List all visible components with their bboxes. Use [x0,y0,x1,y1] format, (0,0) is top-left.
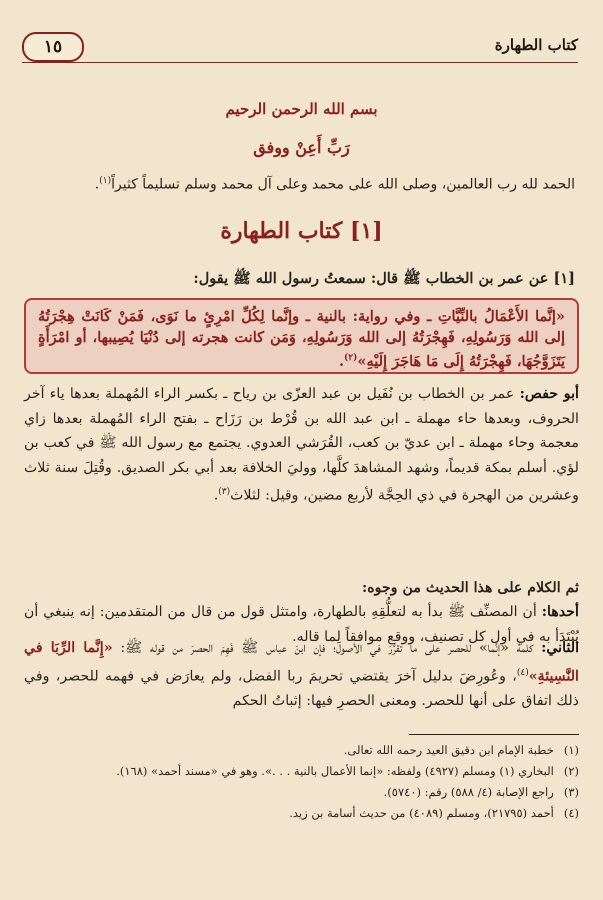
footnotes [24,740,579,824]
opening-praise: الحمد لله رب العالمين، وصلى الله على محمد وعلى آل محمد وسلم تسليماً كثيراً$^{(١)}$. [94,176,575,193]
footnote-item [24,782,579,803]
footnote-item [24,803,579,824]
footnote-text: راجع الإصابة (٤/ ٥٨٨) رقم: (٥٧٤٠). [383,785,554,799]
hadith-text-box: «إنَّما الأَعْمَالُ بالنِّيَّاتِ ـ وفي رواية: بالنية ـ وإنَّما لِكُلِّ امْرِئٍ ما نَوَى، فَمَنْ كَانَتْ هِجْرَتُهُ إلى الله وَرَسُولِهِ، فَهِجْرَتُهُ إلى الله وَرَسُولِهِ، وَمَن كانت هجرته إلى دُنْيَا يُصِيبها، أو امْرَأَةٍ يَتَزَوَّجُهَا، فَهِجْرَتُهُ إِلَى مَا هَاجَرَ إِلَيْهِ»$^{(٢)}$. [24,298,579,374]
footnote-ref-3: (٣) [218,487,231,497]
chapter-title: [١] كتاب الطهارة [220,218,383,244]
point-two-text-a: كلمة «إنَّما» للحصر على ما تقرَّرَ في الأصول؛ فإن ابنَ عباس ﷺ فَهِمَ الحصرَ من قوله ﷺ: [120,640,534,656]
footnote-ref-2: (٢) [344,353,358,363]
point-two [24,636,579,713]
footnote-number: (٢) [563,764,579,778]
basmala: بسم الله الرحمن الرحيم [225,100,378,118]
narrator-bio-text: عمر بن الخطاب بن نُفَيل بن عبد العزّى بن رياح ـ بكسر الراء المُهملة بعدها ياء آخر الحروف، وبعدها حاء مهملة ـ ابن عبد الله بن قُرْط بن رَزَاح ـ بفتح الراء المُهملة بعدها زاي معجمة وحاء مهملة ـ ابن عديّ بن كعب، القُرَشي العدوي. يجتمع مع رسول الله ﷺ في كعب بن لؤي. أسلم بمكة قديماً، وشهد المشاهدَ كلَّها، ووليَ الخلافة بعد أبي بكر الصديق. وقُتِلَ سنة ثلاث وعشرين من الهجرة في ذي الحِجَّة لأربع مضين، وقيل: لثلاث [24,386,579,504]
page-number: ١٥ [22,32,84,62]
footnote-separator [409,734,579,735]
footnote-text: أحمد (٢١٧٩٥)، ومسلم (٤٠٨٩) من حديث أسامة بن زيد. [289,806,554,820]
point-one-text: أن المصنِّف ﷺ بدأ به لتعلُّقِهِ بالطهارة، وامتثل قول من قال من المتقدمين: إنه ينبغي أن يُبْتَدَأ به في أول كل تصنيف، ووقع موافقاً لِما قاله. [24,604,579,645]
footnote-number: (١) [563,743,579,757]
hadith-intro: [١] عن عمر بن الخطاب ﷺ قال: سمعتُ رسول الله ﷺ يقول: [193,270,575,287]
footnote-text: خطبة الإمام ابن دقيق العيد رحمه الله تعالى. [343,743,554,757]
narrator-bio: أبو حفص: عمر بن الخطاب بن نُفَيل بن عبد العزّى بن رياح ـ بكسر الراء المُهملة بعدها ياء آخر الحروف، وبعدها حاء مهملة ـ ابن عبد الله بن قُرْط بن رَزَاح ـ بفتح الراء المُهملة بعدها زاي معجمة وحاء مهملة ـ ابن عديّ بن كعب، القُرَشي العدوي. يجتمع مع رسول الله ﷺ في كعب بن لؤي. أسلم بمكة قديماً، وشهد المشاهدَ كلَّها، ووليَ الخلافة بعد أبي بكر الصديق. وقُتِلَ سنة ثلاث وعشرين من الهجرة في ذي الحِجَّة لأربع مضين، وقيل: لثلاث$^{(٣)}$. [24,386,579,504]
opening-praise-text: الحمد لله رب العالمين، وصلى الله على محمد وعلى آل محمد وسلم تسليماً كثيراً [111,176,575,193]
discussion-heading: ثم الكلام على هذا الحديث من وجوه: [361,580,579,596]
footnote-number: (٣) [563,785,579,799]
hadith-text: «إنَّما الأَعْمَالُ بالنِّيَّاتِ ـ وفي رواية: بالنية ـ وإنَّما لِكُلِّ امْرِئٍ ما نَوَى، فَمَنْ كَانَتْ هِجْرَتُهُ إلى الله وَرَسُولِهِ، فَهِجْرَتُهُ إلى الله وَرَسُولِهِ، وَمَن كانت هجرته إلى دُنْيَا يُصِيبها، أو امْرَأَةٍ يَتَزَوَّجُهَا، فَهِجْرَتُهُ إِلَى مَا هَاجَرَ إِلَيْهِ» [38,308,565,370]
footnote-number: (٤) [563,806,579,820]
supplication-line: رَبِّ أَعِنْ ووفق [253,138,350,157]
footnote-ref-1: (١) [99,176,112,186]
footnote-ref-4: (٤) [516,667,529,678]
footnote-text: البخاري (١) ومسلم (٤٩٢٧) ولفظه: «إنما الأعمال بالنية . . .». وهو في «مسند أحمد» (١٦٨). [116,764,554,778]
point-two-quote: «إِنَّما الرِّبَا في النَّسِيئةِ» [24,640,579,685]
point-one-label: أحدها: [541,604,579,620]
footnote-item [24,761,579,782]
header-title: كتاب الطهارة [494,36,578,54]
narrator-label: أبو حفص: [519,386,579,402]
page-header [22,30,578,63]
point-two-text-b: ، وعُورِضَ بدليل آخرَ يقتضي تحريمَ ربا الفضل، ولم يعارَض في فهمه للحصر، وفي ذلك اتفاق على أنها للحصر. ومعنى الحصرِ فيها: إثباتُ الحكم [24,668,579,709]
point-two-label: الثاني: [541,640,580,656]
footnote-item [24,740,579,761]
